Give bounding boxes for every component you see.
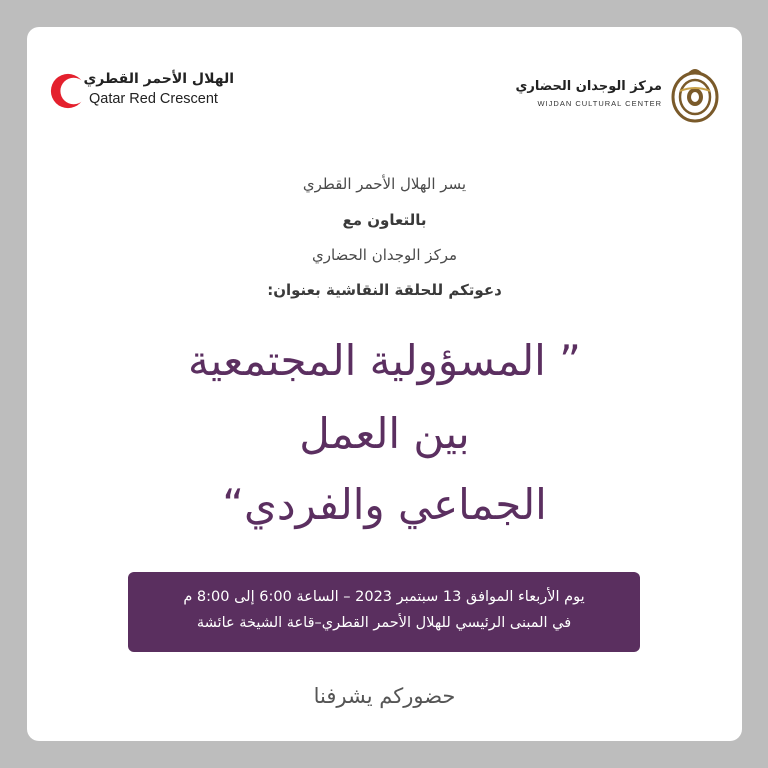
wijdan-name-english: WIJDAN CULTURAL CENTER bbox=[537, 99, 662, 108]
event-details-box bbox=[128, 572, 640, 652]
closing-line: حضوركم يشرفنا bbox=[313, 684, 456, 708]
red-crescent-icon bbox=[49, 72, 87, 110]
wijdan-name-arabic: مركز الوجدان الحضاري bbox=[515, 79, 662, 94]
intro-host-line: يسر الهلال الأحمر القطري bbox=[302, 175, 467, 193]
event-datetime: يوم الأربعاء الموافق 13 سبتمبر 2023 – الساعة 6:00 إلى 8:00 م bbox=[183, 589, 585, 605]
intro-invitation-line: دعوتكم للحلقة النقاشية بعنوان: bbox=[267, 281, 502, 299]
intro-partner-line: مركز الوجدان الحضاري bbox=[311, 246, 458, 264]
event-venue: في المبنى الرئيسي للهلال الأحمر القطري–قاعة الشيخة عائشة bbox=[196, 615, 572, 631]
wijdan-emblem-icon bbox=[670, 65, 720, 123]
qatar-red-crescent-logo bbox=[49, 71, 234, 113]
event-title-line-1: ” المسؤولية المجتمعية bbox=[188, 336, 581, 385]
event-title-line-2: بين العمل bbox=[299, 409, 470, 458]
wijdan-cultural-center-logo bbox=[515, 65, 720, 125]
qrc-name-english: Qatar Red Crescent bbox=[89, 91, 218, 107]
invitation-card bbox=[27, 27, 742, 741]
intro-collaboration-line: بالتعاون مع bbox=[342, 211, 427, 229]
event-title-line-3: الجماعي والفردي“ bbox=[222, 480, 547, 529]
qrc-name-arabic: الهلال الأحمر القطري bbox=[83, 71, 234, 87]
